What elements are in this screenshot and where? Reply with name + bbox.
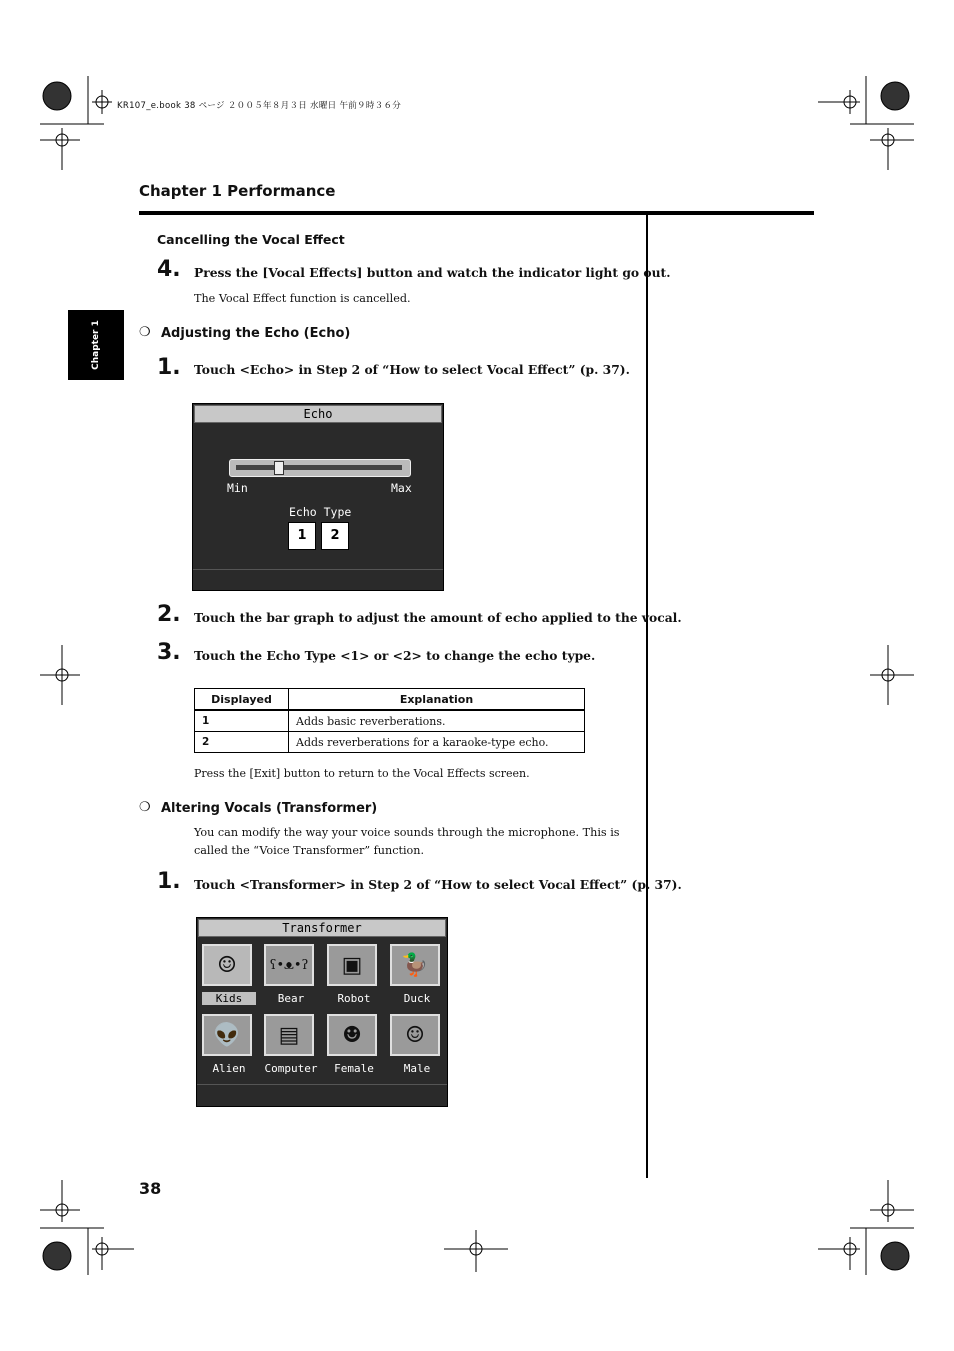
transformer-label: Computer [264, 1062, 318, 1075]
duck-icon: 🦆 [390, 944, 440, 986]
chapter-title: Chapter 1 Performance [139, 182, 336, 200]
transformer-label: Kids [202, 992, 256, 1005]
step-text: Press the [Vocal Effects] button and watch the indicator light go out. [194, 265, 671, 280]
echo-type-1-button[interactable]: 1 [289, 523, 315, 549]
chapter-rule [139, 211, 814, 215]
step-number: 1. [157, 355, 181, 380]
chapter-side-tab [68, 310, 124, 380]
transformer-kids-button[interactable] [202, 944, 256, 1005]
side-tab-label: Chapter 1 [91, 320, 101, 370]
echo-screen [192, 403, 444, 591]
transformer-female-button[interactable] [327, 1014, 381, 1075]
table-cell: 2 [195, 732, 289, 753]
cancel-heading: Cancelling the Vocal Effect [157, 232, 345, 247]
transformer-label: Female [334, 1062, 374, 1075]
table-header: Explanation [289, 689, 585, 711]
table-header: Displayed [195, 689, 289, 711]
transformer-label: Robot [337, 992, 371, 1005]
step-text: Touch <Echo> in Step 2 of “How to select Vocal Effect” (p. 37). [194, 362, 630, 377]
step-number: 1. [157, 869, 181, 894]
transformer-label: Alien [212, 1062, 246, 1075]
file-info-line: KR107_e.book 38 ページ ２００５年８月３日 水曜日 午前９時３６分 [117, 101, 402, 111]
table-row [195, 732, 585, 753]
transformer-alien-button[interactable] [202, 1014, 256, 1075]
table-row [195, 710, 585, 732]
robot-icon: ▣ [327, 944, 377, 986]
alien-icon: 👽 [202, 1014, 252, 1056]
transformer-bear-button[interactable] [264, 944, 318, 1005]
transformer-heading: Altering Vocals (Transformer) [161, 801, 378, 816]
screen-footer-divider [197, 1084, 447, 1085]
kid-face-icon: ☺ [202, 944, 252, 986]
transformer-computer-button[interactable] [264, 1014, 318, 1075]
transformer-screen [196, 917, 448, 1107]
table-cell: 1 [195, 710, 289, 732]
note-text: The Vocal Effect function is cancelled. [194, 292, 411, 305]
transformer-male-button[interactable] [390, 1014, 444, 1075]
computer-icon: ▤ [264, 1014, 314, 1056]
transformer-label: Bear [277, 992, 305, 1005]
transformer-duck-button[interactable] [390, 944, 444, 1005]
step-text: Touch <Transformer> in Step 2 of “How to select Vocal Effect” (p. 37). [194, 877, 682, 892]
transformer-robot-button[interactable] [327, 944, 381, 1005]
min-label: Min [227, 481, 248, 495]
table-header-row [195, 689, 585, 711]
echo-type-2-button[interactable]: 2 [322, 523, 348, 549]
transformer-label: Male [403, 1062, 431, 1075]
table-cell: Adds basic reverberations. [289, 710, 585, 732]
screen-footer-divider [193, 569, 443, 570]
bear-icon: ʕ•ᴥ•ʔ [264, 944, 314, 986]
bullet-icon: ❍ [139, 800, 151, 815]
step-number: 2. [157, 602, 181, 627]
page-number: 38 [139, 1179, 162, 1198]
body-text: You can modify the way your voice sounds through the microphone. This is called the “Voice Transformer” function. [194, 826, 620, 857]
max-label: Max [391, 481, 412, 495]
male-face-icon: ☺ [390, 1014, 440, 1056]
column-divider [646, 215, 648, 1178]
transformer-screen-title: Transformer [198, 919, 446, 937]
echo-heading: Adjusting the Echo (Echo) [161, 326, 351, 341]
note-text: Press the [Exit] button to return to the Vocal Effects screen. [194, 767, 530, 780]
female-face-icon: ☻ [327, 1014, 377, 1056]
slider-thumb[interactable] [274, 461, 284, 475]
table-cell: Adds reverberations for a karaoke-type echo. [289, 732, 585, 753]
step-number: 3. [157, 640, 181, 665]
echo-screen-title: Echo [194, 405, 442, 423]
bullet-icon: ❍ [139, 325, 151, 340]
step-text: Touch the bar graph to adjust the amount of echo applied to the vocal. [194, 610, 682, 625]
echo-type-table [194, 688, 585, 753]
step-text: Touch the Echo Type <1> or <2> to change the echo type. [194, 648, 596, 663]
echo-level-slider[interactable] [229, 459, 411, 477]
transformer-label: Duck [403, 992, 431, 1005]
step-number: 4. [157, 257, 181, 282]
echo-type-label: Echo Type [289, 505, 352, 519]
slider-track [236, 465, 402, 470]
